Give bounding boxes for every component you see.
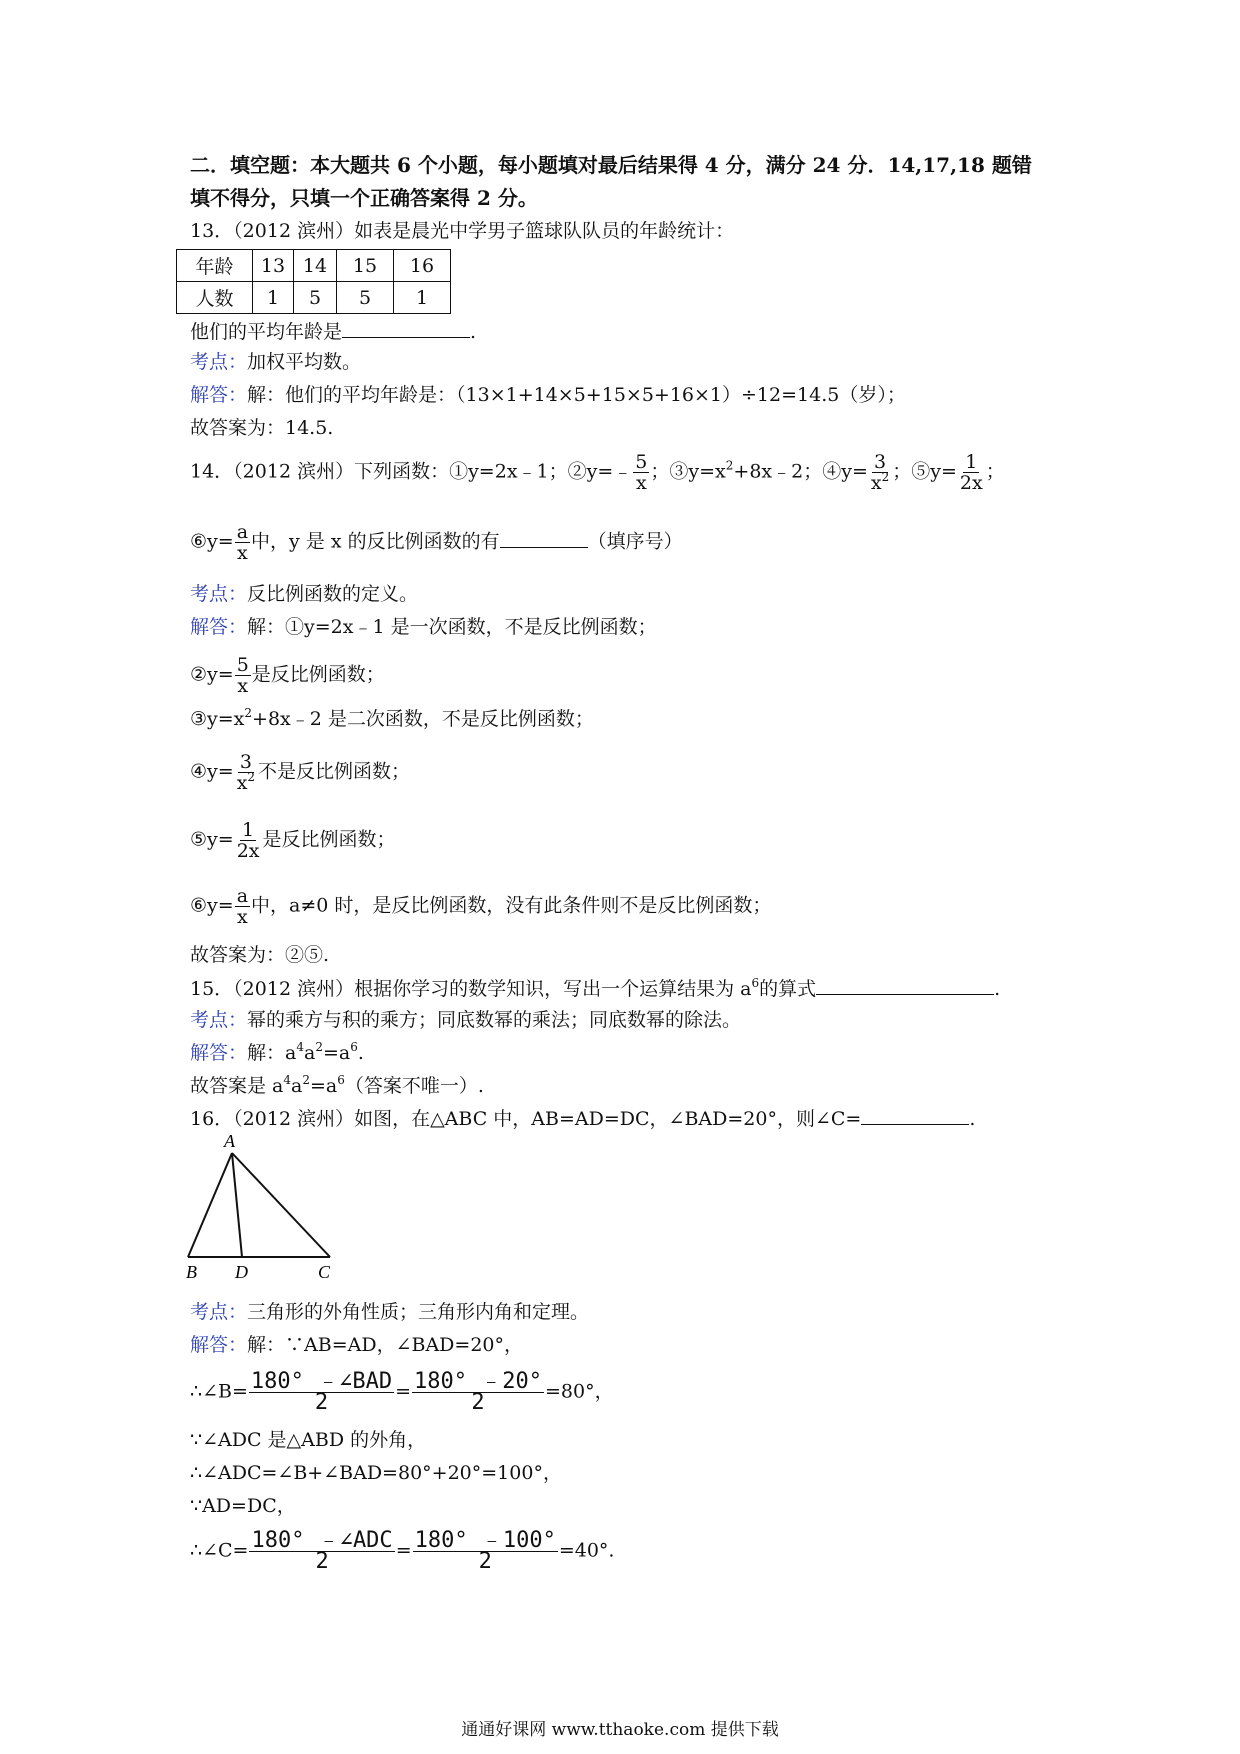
q14-jieda-3: $③y=x^2+8x﹣2$ 是二次函数，不是反比例函数；	[190, 706, 594, 730]
q16-jieda: 解答：解：∵AB=AD，∠BAD=20°，	[190, 1334, 524, 1356]
label-a: A	[224, 1132, 235, 1151]
q16-step-3: ∴∠ADC=∠B+∠BAD=80°+20°=100°，	[190, 1462, 562, 1484]
fraction: $\frac{\text{180° ﹣∠BAD}}{2}$	[250, 1369, 393, 1415]
section-title-line2: 填不得分，只填一个正确答案得 2 分。	[190, 186, 538, 210]
q14-jieda-2: ②y= $\frac{5}{x}$ 是反比例函数；	[190, 654, 385, 697]
label-d: D	[235, 1262, 248, 1282]
page-footer: 通通好课网 www.tthaoke.com 提供下载	[461, 1720, 779, 1740]
table-cell: 5	[294, 282, 337, 314]
fraction: $\frac{180^\circ ﹣100^\circ}{2}$	[414, 1528, 556, 1574]
table-row	[177, 250, 451, 282]
table-cell: 14	[294, 250, 337, 282]
q15-answer: 故答案是 $a^4a^2=a^6$（答案不唯一）.	[190, 1073, 484, 1097]
q15-stem: 15．（2012 滨州）根据你学习的数学知识，写出一个运算结果为 $a^6$的算式 .	[190, 976, 1001, 1000]
q15-jieda: 解答：解：$a^4a^2=a^6$.	[190, 1040, 364, 1064]
q14-kaodian: 考点：反比例函数的定义。	[190, 583, 419, 605]
segment-ab	[188, 1153, 232, 1257]
table-cell: 年龄	[177, 250, 253, 282]
fraction: $\frac{5}{x}$	[635, 451, 648, 494]
table-cell: 15	[337, 250, 394, 282]
label-b: B	[186, 1262, 197, 1282]
answer-blank	[861, 1106, 969, 1125]
fraction: $\frac{5}{x}$	[236, 654, 249, 697]
table-cell: 1	[394, 282, 451, 314]
q14-jieda-6: ⑥y= $\frac{a}{x}$ 中，a≠0 时，是反比例函数，没有此条件则不是反比例函数；	[190, 885, 772, 928]
answer-blank	[342, 319, 470, 338]
fraction: $\frac{a}{x}$	[236, 521, 249, 564]
q14-stem: 14．（2012 滨州）下列函数：①y=2x﹣1；②y=﹣ $\frac{5}{x}$ ；$③y=x^2+8x﹣2$；④y= $\frac{3}{x^2}$ ；⑤y= $\frac{1}{2x}$ ；	[190, 451, 1005, 494]
q15-kaodian: 考点：幂的乘方与积的乘方；同底数幂的乘法；同底数幂的除法。	[190, 1009, 742, 1031]
table-row	[177, 282, 451, 314]
fraction: $\frac{180^\circ ﹣20^\circ}{2}$	[414, 1369, 542, 1415]
fraction: $\frac{1}{2x}$	[236, 819, 260, 862]
age-table	[176, 249, 451, 314]
q13-stem: 13．（2012 滨州）如表是晨光中学男子篮球队队员的年龄统计：	[190, 220, 735, 242]
q16-kaodian: 考点：三角形的外角性质；三角形内角和定理。	[190, 1301, 590, 1323]
q16-step-2: ∵∠ADC 是△ABD 的外角，	[190, 1429, 427, 1451]
table-cell: 5	[337, 282, 394, 314]
q14-stem-2: ⑥y= $\frac{a}{x}$ 中，y 是 x 的反比例函数的有 （填序号）	[190, 521, 683, 564]
q13-jieda: 解答：解：他们的平均年龄是：（13×1+14×5+15×5+16×1）÷12=14.5（岁）；	[190, 384, 906, 406]
table-cell: 16	[394, 250, 451, 282]
answer-blank	[816, 976, 994, 995]
q16-stem: 16．（2012 滨州）如图，在△ABC 中，AB=AD=DC，∠BAD=20°，则∠C= .	[190, 1108, 976, 1130]
q13-answer: 故答案为：14.5.	[190, 417, 334, 439]
q14-jieda-5: ⑤y= $\frac{1}{2x}$ 是反比例函数；	[190, 819, 396, 862]
q14-jieda-1: 解答：解：①y=2x﹣1 是一次函数，不是反比例函数；	[190, 616, 657, 638]
fraction: $\frac{\text{180° ﹣∠ADC}}{2}$	[251, 1528, 393, 1574]
section-title-line1: 二．填空题：本大题共 6 个小题，每小题填对最后结果得 4 分，满分 24 分．14,17,18 题错	[190, 153, 1032, 177]
q13-question: 他们的平均年龄是 .	[190, 321, 477, 343]
table-cell: 人数	[177, 282, 253, 314]
fraction: $\frac{3}{x^2}$	[236, 751, 256, 794]
label-c: C	[318, 1262, 331, 1282]
answer-blank	[500, 529, 588, 548]
triangle-figure	[180, 1132, 350, 1282]
q16-step-1: ∴∠B= $\frac{\text{180° ﹣∠BAD}}{2}$ = $\frac{180^\circ ﹣20^\circ}{2}$ =80°，	[190, 1369, 614, 1415]
q14-answer: 故答案为：②⑤.	[190, 944, 330, 966]
table-cell: 13	[253, 250, 294, 282]
table-cell: 1	[253, 282, 294, 314]
fraction: $\frac{1}{2x}$	[959, 451, 983, 494]
fraction: $\frac{3}{x^2}$	[870, 451, 890, 494]
segment-ac	[232, 1153, 330, 1257]
fraction: $\frac{a}{x}$	[236, 885, 249, 928]
q16-step-5: ∴∠C= $\frac{\text{180° ﹣∠ADC}}{2}$ = $\frac{180^\circ ﹣100^\circ}{2}$ =40°.	[190, 1528, 615, 1574]
q16-step-4: ∵AD=DC，	[190, 1495, 296, 1517]
segment-ad	[232, 1153, 242, 1257]
q13-kaodian: 考点：加权平均数。	[190, 351, 362, 373]
q14-jieda-4: ④y= $\frac{3}{x^2}$ 不是反比例函数；	[190, 751, 411, 794]
